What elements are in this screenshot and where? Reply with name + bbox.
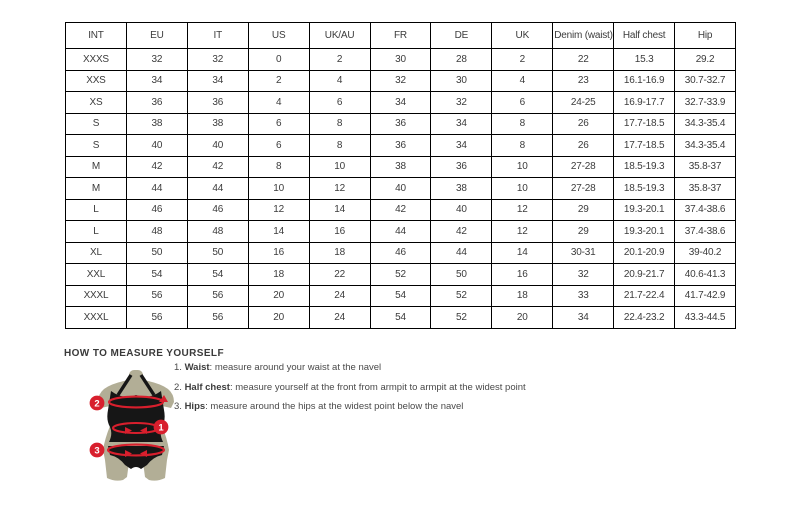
size-row	[66, 92, 736, 114]
size-cell: 34	[553, 307, 614, 329]
size-cell: 38	[370, 156, 431, 178]
size-cell: 23	[553, 70, 614, 92]
size-cell: 32	[187, 49, 248, 71]
svg-text:3: 3	[94, 445, 100, 457]
size-row	[66, 178, 736, 200]
size-cell: 6	[248, 135, 309, 157]
size-cell: 52	[370, 264, 431, 286]
column-header: DE	[431, 23, 492, 49]
size-cell: 18.5-19.3	[614, 178, 675, 200]
size-cell: 42	[431, 221, 492, 243]
size-cell: L	[66, 199, 127, 221]
size-cell: 19.3-20.1	[614, 221, 675, 243]
size-cell: 39-40.2	[675, 242, 736, 264]
size-cell: 8	[248, 156, 309, 178]
size-cell: 56	[187, 307, 248, 329]
size-table-header-row	[66, 23, 736, 49]
size-cell: 34	[370, 92, 431, 114]
size-cell: 32	[431, 92, 492, 114]
marker-badge-waist	[154, 420, 169, 435]
column-header: US	[248, 23, 309, 49]
size-cell: 16	[309, 221, 370, 243]
size-cell: 20	[492, 307, 553, 329]
size-cell: 42	[187, 156, 248, 178]
size-cell: 34.3-35.4	[675, 135, 736, 157]
size-cell: 48	[187, 221, 248, 243]
column-header: Half chest	[614, 23, 675, 49]
size-cell: 52	[431, 307, 492, 329]
step-number: 2.	[174, 381, 185, 393]
size-cell: 32.7-33.9	[675, 92, 736, 114]
size-cell: 54	[187, 264, 248, 286]
size-cell: 40	[126, 135, 187, 157]
size-cell: S	[66, 135, 127, 157]
size-cell: 34	[431, 113, 492, 135]
size-cell: 41.7-42.9	[675, 285, 736, 307]
size-cell: 30	[431, 70, 492, 92]
svg-text:2: 2	[94, 398, 100, 410]
column-header: FR	[370, 23, 431, 49]
size-cell: M	[66, 178, 127, 200]
column-header: UK/AU	[309, 23, 370, 49]
size-table-header	[66, 23, 736, 49]
size-row	[66, 242, 736, 264]
size-cell: 50	[187, 242, 248, 264]
size-cell: 2	[492, 49, 553, 71]
step-term: Hips	[184, 401, 206, 412]
size-cell: 12	[492, 221, 553, 243]
size-cell: 6	[248, 113, 309, 135]
size-table-body	[66, 49, 736, 329]
size-row	[66, 156, 736, 178]
size-cell: XXL	[66, 264, 127, 286]
size-cell: 38	[431, 178, 492, 200]
mannequin-figure-icon	[84, 370, 188, 482]
size-cell: 54	[370, 285, 431, 307]
measure-step	[174, 382, 526, 393]
size-cell: 14	[248, 221, 309, 243]
size-cell: 35.8-37	[675, 178, 736, 200]
size-cell: XXXS	[66, 49, 127, 71]
size-cell: 6	[492, 92, 553, 114]
size-cell: 12	[492, 199, 553, 221]
size-cell: 36	[126, 92, 187, 114]
size-cell: 50	[431, 264, 492, 286]
size-cell: 16.1-16.9	[614, 70, 675, 92]
size-cell: 43.3-44.5	[675, 307, 736, 329]
size-cell: 37.4-38.6	[675, 221, 736, 243]
size-cell: 17.7-18.5	[614, 113, 675, 135]
size-cell: 36	[370, 113, 431, 135]
column-header: INT	[66, 23, 127, 49]
size-cell: 16	[248, 242, 309, 264]
size-cell: S	[66, 113, 127, 135]
size-cell: 35.8-37	[675, 156, 736, 178]
size-cell: 20	[248, 307, 309, 329]
size-cell: 29	[553, 199, 614, 221]
size-cell: 54	[126, 264, 187, 286]
size-cell: 29	[553, 221, 614, 243]
size-row	[66, 113, 736, 135]
size-cell: 48	[126, 221, 187, 243]
size-cell: 20.9-21.7	[614, 264, 675, 286]
size-cell: 29.2	[675, 49, 736, 71]
size-cell: 44	[187, 178, 248, 200]
measure-step	[174, 401, 526, 412]
size-cell: 18	[309, 242, 370, 264]
size-row	[66, 221, 736, 243]
size-cell: 30.7-32.7	[675, 70, 736, 92]
size-cell: 22	[309, 264, 370, 286]
size-cell: XXXL	[66, 307, 127, 329]
size-cell: 52	[431, 285, 492, 307]
size-cell: 24-25	[553, 92, 614, 114]
size-cell: 34	[187, 70, 248, 92]
step-number: 1.	[174, 362, 185, 373]
size-cell: 40	[370, 178, 431, 200]
size-cell: 16	[492, 264, 553, 286]
marker-badge-chest	[90, 396, 105, 411]
column-header: EU	[126, 23, 187, 49]
size-cell: 50	[126, 242, 187, 264]
size-cell: 46	[187, 199, 248, 221]
size-cell: 6	[309, 92, 370, 114]
size-cell: 38	[187, 113, 248, 135]
step-text: : measure yourself at the front from armpit to armpit at the widest point	[229, 381, 526, 393]
size-cell: 2	[248, 70, 309, 92]
size-cell: 10	[309, 156, 370, 178]
size-cell: 56	[187, 285, 248, 307]
size-cell: 38	[126, 113, 187, 135]
size-cell: 8	[309, 113, 370, 135]
size-cell: 8	[492, 135, 553, 157]
size-cell: 32	[553, 264, 614, 286]
size-cell: 4	[309, 70, 370, 92]
size-cell: 20.1-20.9	[614, 242, 675, 264]
size-cell: 4	[248, 92, 309, 114]
size-row	[66, 49, 736, 71]
step-text: : measure around your waist at the navel	[209, 362, 382, 373]
size-cell: 10	[492, 178, 553, 200]
size-cell: 40	[431, 199, 492, 221]
size-cell: 17.7-18.5	[614, 135, 675, 157]
size-cell: 44	[370, 221, 431, 243]
size-cell: 34	[431, 135, 492, 157]
size-cell: 20	[248, 285, 309, 307]
size-cell: 44	[126, 178, 187, 200]
size-cell: 36	[187, 92, 248, 114]
size-cell: XL	[66, 242, 127, 264]
size-cell: 24	[309, 307, 370, 329]
size-cell: 28	[431, 49, 492, 71]
size-cell: 10	[248, 178, 309, 200]
size-cell: 18	[248, 264, 309, 286]
column-header: IT	[187, 23, 248, 49]
size-row	[66, 285, 736, 307]
measure-step	[174, 362, 526, 373]
size-cell: 22	[553, 49, 614, 71]
size-cell: 36	[431, 156, 492, 178]
column-header: UK	[492, 23, 553, 49]
size-cell: 36	[370, 135, 431, 157]
size-row	[66, 199, 736, 221]
size-cell: 46	[370, 242, 431, 264]
measure-steps-list	[174, 362, 526, 421]
measure-figure	[84, 370, 188, 482]
size-row	[66, 307, 736, 329]
size-row	[66, 70, 736, 92]
size-cell: 8	[492, 113, 553, 135]
measure-section-heading: HOW TO MEASURE YOURSELF	[64, 348, 224, 359]
marker-badge-hips	[90, 443, 105, 458]
size-cell: 22.4-23.2	[614, 307, 675, 329]
step-number: 3.	[174, 401, 185, 412]
size-cell: 26	[553, 113, 614, 135]
size-cell: M	[66, 156, 127, 178]
size-cell: 56	[126, 285, 187, 307]
step-text: : measure around the hips at the widest point below the navel	[205, 401, 464, 412]
size-cell: 12	[309, 178, 370, 200]
size-cell: 26	[553, 135, 614, 157]
step-term: Waist	[184, 362, 210, 373]
size-cell: 42	[370, 199, 431, 221]
size-cell: 37.4-38.6	[675, 199, 736, 221]
size-row	[66, 264, 736, 286]
step-term: Half chest	[184, 381, 230, 393]
size-cell: 40.6-41.3	[675, 264, 736, 286]
size-cell: 27-28	[553, 178, 614, 200]
column-header: Denim (waist)	[553, 23, 614, 49]
size-cell: 14	[492, 242, 553, 264]
size-cell: 30	[370, 49, 431, 71]
size-cell: 19.3-20.1	[614, 199, 675, 221]
size-cell: 0	[248, 49, 309, 71]
column-header: Hip	[675, 23, 736, 49]
size-cell: 24	[309, 285, 370, 307]
size-cell: 40	[187, 135, 248, 157]
size-cell: 10	[492, 156, 553, 178]
size-cell: 4	[492, 70, 553, 92]
size-cell: 18.5-19.3	[614, 156, 675, 178]
size-cell: 34	[126, 70, 187, 92]
size-cell: 8	[309, 135, 370, 157]
size-cell: L	[66, 221, 127, 243]
size-cell: 32	[126, 49, 187, 71]
size-cell: 54	[370, 307, 431, 329]
svg-text:1: 1	[158, 422, 164, 434]
size-cell: 30-31	[553, 242, 614, 264]
size-cell: 56	[126, 307, 187, 329]
size-row	[66, 135, 736, 157]
size-cell: 18	[492, 285, 553, 307]
size-cell: 2	[309, 49, 370, 71]
size-cell: 44	[431, 242, 492, 264]
size-cell: XS	[66, 92, 127, 114]
size-cell: 32	[370, 70, 431, 92]
size-cell: 33	[553, 285, 614, 307]
size-cell: XXS	[66, 70, 127, 92]
size-cell: 42	[126, 156, 187, 178]
size-cell: 16.9-17.7	[614, 92, 675, 114]
size-cell: 46	[126, 199, 187, 221]
size-conversion-table	[65, 22, 736, 329]
size-cell: 34.3-35.4	[675, 113, 736, 135]
size-cell: 14	[309, 199, 370, 221]
size-cell: 21.7-22.4	[614, 285, 675, 307]
size-cell: 15.3	[614, 49, 675, 71]
size-cell: 12	[248, 199, 309, 221]
size-cell: 27-28	[553, 156, 614, 178]
size-cell: XXXL	[66, 285, 127, 307]
